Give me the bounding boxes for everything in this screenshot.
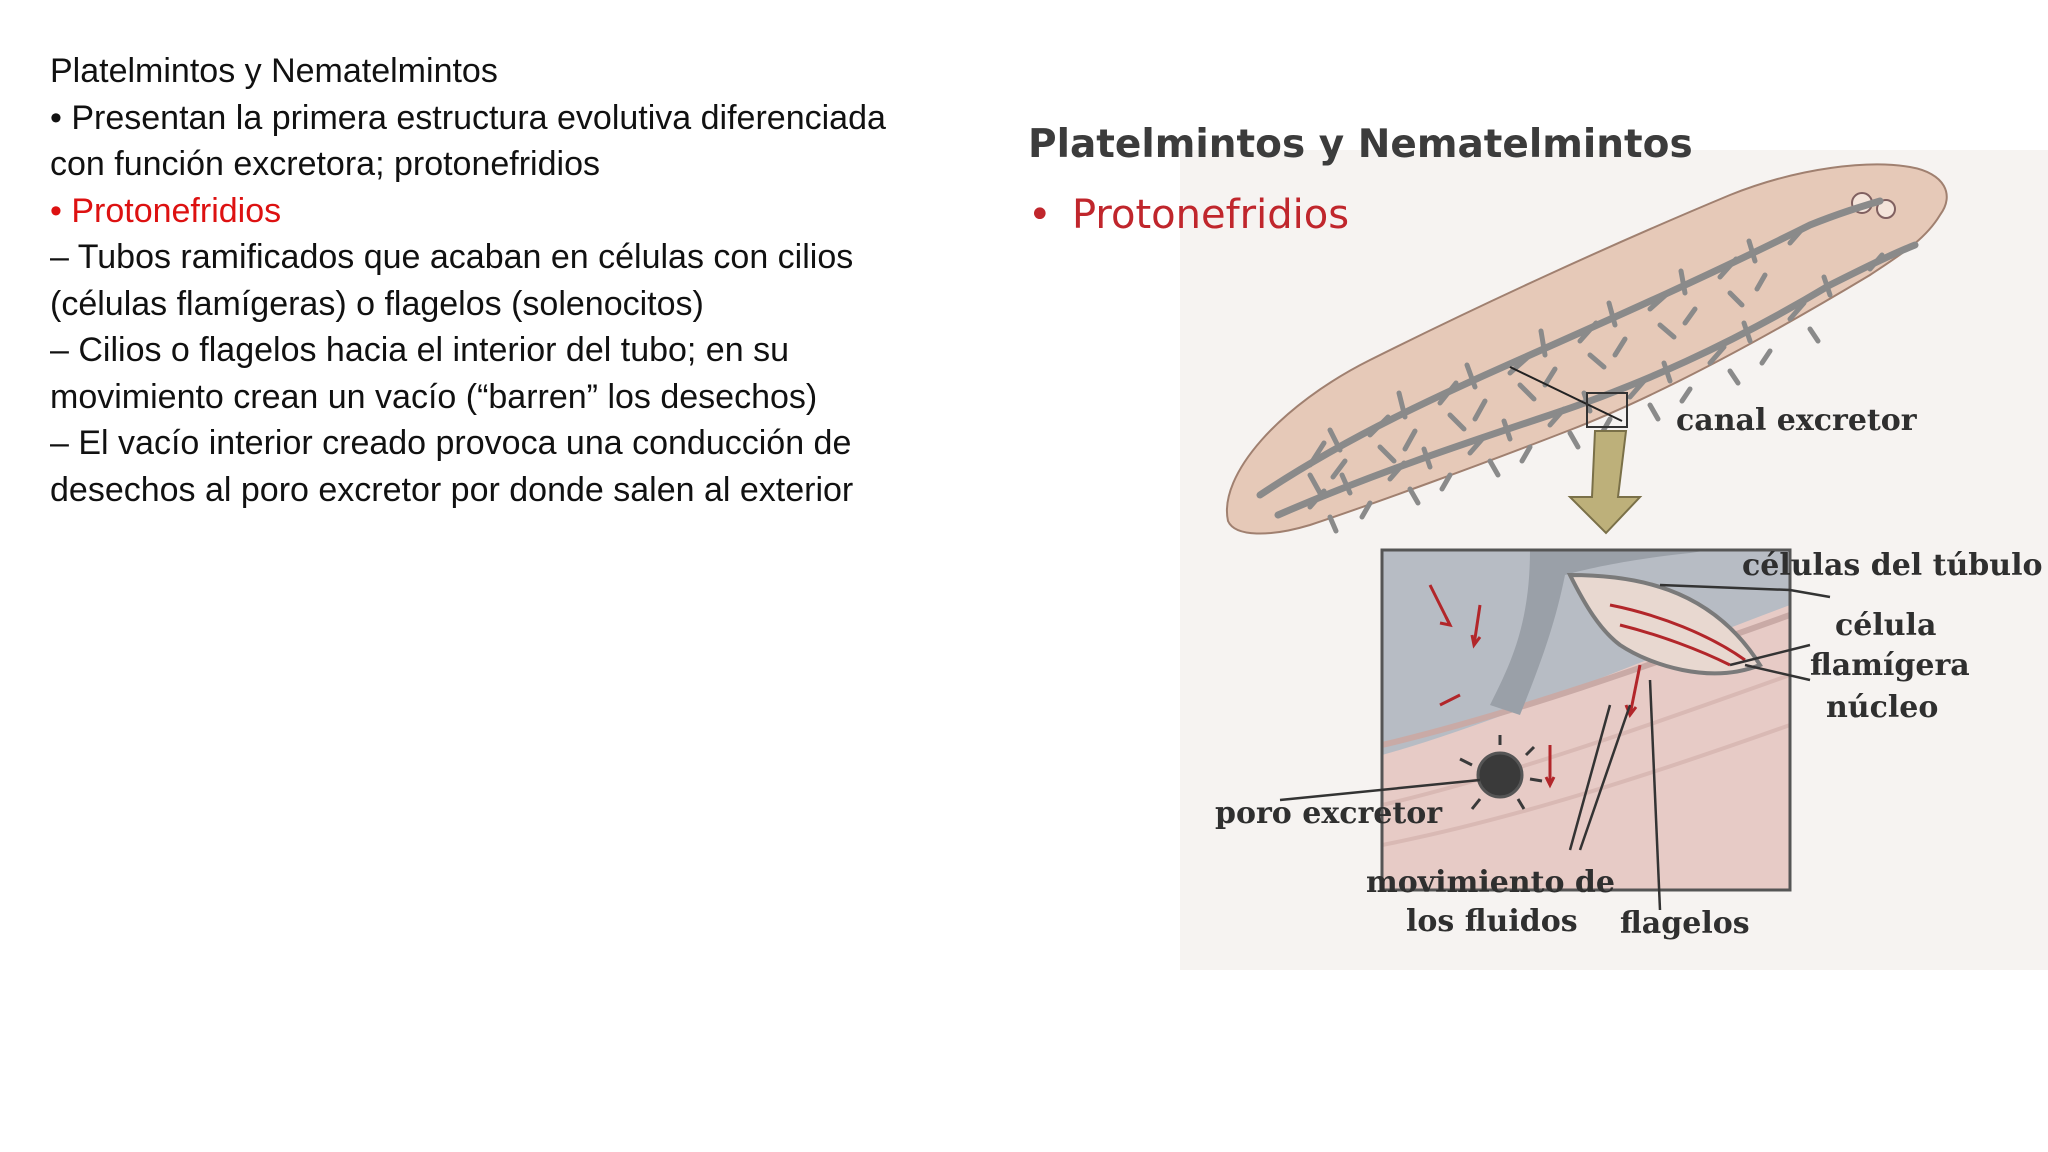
- figure-bullet-icon: •: [1028, 192, 1052, 238]
- slide-title: Platelmintos y Nematelmintos: [50, 52, 498, 90]
- label-nucleo: núcleo: [1826, 690, 1939, 725]
- excretory-pore-icon: [1478, 753, 1522, 797]
- protonephridia-figure: [1010, 105, 2048, 985]
- bullet-line-4: – Tubos ramificados que acaban en células con cilios: [50, 238, 854, 276]
- figure-svg: [1010, 105, 2048, 985]
- bullet-line-5: (células flamígeras) o flagelos (solenocitos): [50, 284, 704, 323]
- label-movimiento-de: movimiento de: [1366, 865, 1615, 900]
- label-celula: célula: [1835, 608, 1937, 643]
- bullet-line-1: • Presentan la primera estructura evolutiva diferenciada: [50, 98, 886, 137]
- slide-text-block: [50, 48, 1010, 513]
- label-flamigera: flamígera: [1810, 648, 1970, 683]
- bullet-line-9: desechos al poro excretor por donde salen al exterior: [50, 470, 854, 509]
- label-los-fluidos: los fluidos: [1406, 904, 1578, 939]
- label-canal-excretor: canal excretor: [1676, 403, 1917, 438]
- label-poro-excretor: poro excretor: [1215, 796, 1443, 831]
- bullet-line-2: con función excretora; protonefridios: [50, 145, 600, 183]
- bullet-line-8: – El vacío interior creado provoca una conducción de: [50, 424, 852, 462]
- detail-inset: [1382, 550, 1790, 890]
- bullet-line-7: movimiento crean un vacío (“barren” los desechos): [50, 377, 818, 416]
- figure-title: Platelmintos y Nematelmintos: [1028, 122, 1693, 167]
- label-flagelos: flagelos: [1620, 906, 1750, 941]
- label-celulas-tubulo: células del túbulo: [1742, 548, 2043, 583]
- bullet-line-6: – Cilios o flagelos hacia el interior del tubo; en su: [50, 331, 789, 369]
- figure-subtitle: Protonefridios: [1072, 192, 1350, 238]
- bullet-line-3-highlight: • Protonefridios: [50, 191, 282, 230]
